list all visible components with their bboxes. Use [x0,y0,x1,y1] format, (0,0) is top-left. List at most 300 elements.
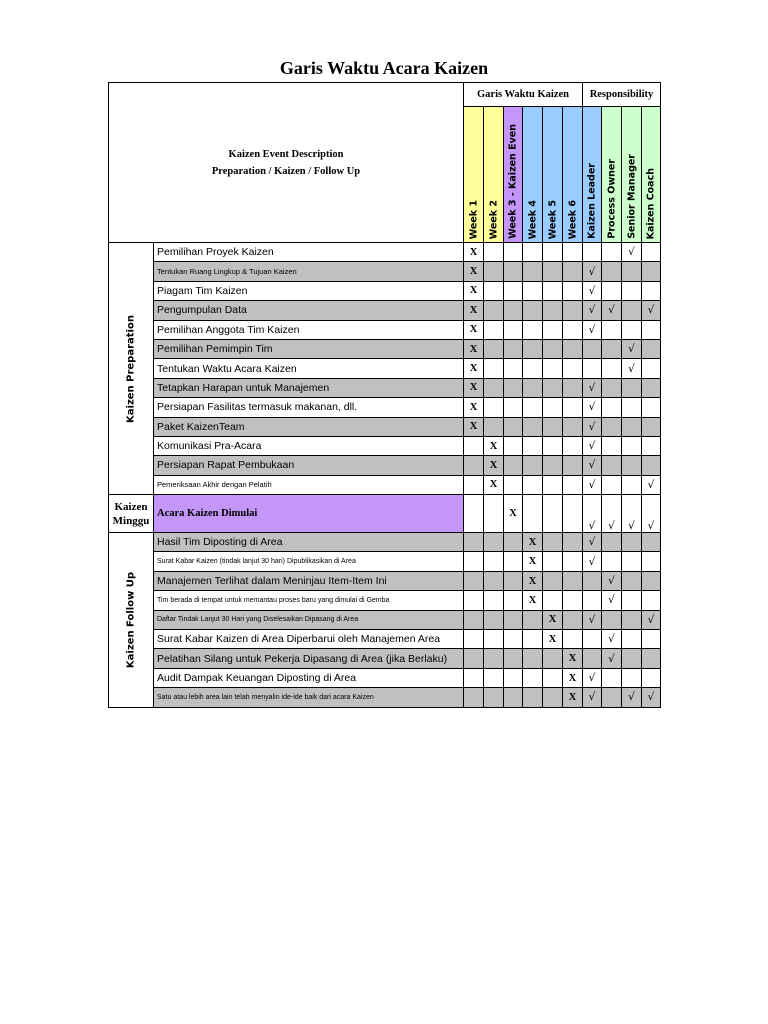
senior-manager-cell [622,456,642,475]
process-owner-cell [602,436,622,455]
week-3-cell [504,398,523,417]
kaizen-leader-cell [583,571,602,590]
task-description: Audit Dampak Keuangan Diposting di Area [154,668,464,687]
week-4-cell [523,320,543,339]
section-label-cell [109,243,154,495]
task-description: Pengumpulan Data [154,301,464,320]
week-6-cell [563,456,583,475]
week-6-label: Week 6 [566,199,578,239]
week-2-cell [484,610,504,629]
kaizen-leader-cell [583,339,602,358]
week-6-cell: X [563,668,583,687]
task-description: Tetapkan Harapan untuk Manajemen [154,378,464,397]
kaizen-leader-cell: √ [583,378,602,397]
week-1-cell [464,668,484,687]
week-5-cell [543,495,563,533]
process-owner-cell [602,339,622,358]
senior-manager-cell [622,571,642,590]
week-5-cell [543,262,563,281]
week-3-cell [504,475,523,494]
process-owner-cell [602,320,622,339]
task-description: Acara Kaizen Dimulai [154,495,464,533]
task-description: Pemilihan Anggota Tim Kaizen [154,320,464,339]
kaizen-leader-cell: √ [583,320,602,339]
kaizen-leader-cell: √ [583,610,602,629]
table-row [109,495,661,533]
week-5-cell [543,359,563,378]
week-2-cell [484,281,504,300]
senior-manager-cell [622,668,642,687]
kaizen-leader-cell [583,630,602,649]
week-1-cell: X [464,320,484,339]
week-4-cell [523,668,543,687]
week-6-cell [563,378,583,397]
week-6-cell [563,301,583,320]
senior-manager-cell [622,610,642,629]
week-4-cell [523,339,543,358]
section-label-cell [109,533,154,708]
kaizen-leader-cell: √ [583,456,602,475]
week-3-cell [504,552,523,571]
week-5-cell [543,571,563,590]
senior-manager-cell [622,398,642,417]
senior-manager-cell [622,436,642,455]
kaizen-leader-cell: √ [583,668,602,687]
kaizen-coach-cell: √ [642,475,661,494]
week-6-cell [563,398,583,417]
week-3-cell [504,301,523,320]
week-1-label: Week 1 [467,199,479,239]
week-2-cell: X [484,475,504,494]
kaizen-leader-cell: √ [583,475,602,494]
kaizen-coach-cell [642,630,661,649]
task-description: Surat Kabar Kaizen di Area Diperbarui oleh Manajemen Area [154,630,464,649]
description-header [109,83,464,243]
section-label-cell [109,495,154,533]
week-5-cell [543,378,563,397]
week-3-cell [504,359,523,378]
week-2-cell [484,359,504,378]
week-6-cell: X [563,688,583,707]
week-6-cell [563,320,583,339]
table-row [109,630,661,649]
process-owner-cell [602,417,622,436]
kaizen-leader-cell: √ [583,495,602,533]
week-5-cell [543,301,563,320]
week-6-cell [563,610,583,629]
week-1-cell: X [464,262,484,281]
week-5-column-header [543,107,563,243]
week-1-cell: X [464,359,484,378]
senior-manager-cell [622,320,642,339]
description-header-line2: Preparation / Kaizen / Follow Up [211,165,361,177]
week-6-cell [563,475,583,494]
week-3-cell [504,262,523,281]
senior-manager-cell [622,533,642,552]
week-1-cell [464,649,484,668]
senior-manager-column-header [622,107,642,243]
kaizen-coach-cell [642,552,661,571]
kaizen-leader-cell [583,649,602,668]
week-2-cell [484,630,504,649]
senior-manager-cell [622,281,642,300]
table-row [109,243,661,262]
week-5-cell [543,552,563,571]
table-row [109,591,661,610]
kaizen-leader-cell [583,359,602,378]
process-owner-cell [602,262,622,281]
week-5-cell [543,281,563,300]
process-owner-cell [602,475,622,494]
document-title: Garis Waktu Acara Kaizen [279,58,489,78]
week-4-cell [523,495,543,533]
kaizen-coach-cell: √ [642,301,661,320]
table-row [109,649,661,668]
week-3-cell [504,320,523,339]
senior-manager-cell [622,301,642,320]
week-5-cell [543,688,563,707]
week-5-cell [543,320,563,339]
week-5-cell [543,668,563,687]
table-row [109,668,661,687]
week-1-cell: X [464,378,484,397]
week-3-cell [504,378,523,397]
week-2-cell: X [484,456,504,475]
table-row [109,339,661,358]
kaizen-leader-cell: √ [583,417,602,436]
week-5-cell [543,591,563,610]
task-description: Pemeriksaan Akhir dengan Pelatih [154,475,464,494]
senior-manager-cell: √ [622,243,642,262]
kaizen-leader-cell: √ [583,436,602,455]
kaizen-timeline-table [108,82,661,708]
week-3-cell [504,688,523,707]
table-row [109,436,661,455]
week-2-cell [484,495,504,533]
week-5-cell [543,533,563,552]
process-owner-cell [602,378,622,397]
kaizen-leader-cell: √ [583,281,602,300]
kaizen-coach-cell [642,243,661,262]
week-3-cell: X [504,495,523,533]
week-4-cell [523,649,543,668]
description-header-line1: Kaizen Event Description [228,148,344,160]
kaizen-coach-cell [642,359,661,378]
week-6-cell [563,436,583,455]
process-owner-cell: √ [602,571,622,590]
process-owner-cell: √ [602,301,622,320]
kaizen-coach-cell [642,320,661,339]
week-3-cell [504,339,523,358]
week-2-cell [484,262,504,281]
week-6-cell: X [563,649,583,668]
table-row [109,475,661,494]
process-owner-cell: √ [602,649,622,668]
week-2-label: Week 2 [487,199,499,239]
week-5-cell [543,398,563,417]
week-2-cell [484,320,504,339]
week-1-column-header [464,107,484,243]
week-4-cell [523,301,543,320]
process-owner-cell [602,243,622,262]
process-owner-label: Process Owner [605,159,617,239]
week-6-cell [563,533,583,552]
senior-manager-label: Senior Manager [625,154,637,239]
table-row [109,398,661,417]
week-4-cell [523,688,543,707]
task-description: Persiapan Fasilitas termasuk makanan, dll. [154,398,464,417]
kaizen-leader-cell [583,591,602,610]
task-description: Satu atau lebih area lain telah menyalin ide-ide baik dari acara Kaizen [154,688,464,707]
week-2-cell [484,417,504,436]
process-owner-cell [602,359,622,378]
task-description: Surat Kabar Kaizen (tindak lanjut 30 hari) Dipublikasikan di Area [154,552,464,571]
week-1-cell [464,475,484,494]
week-6-cell [563,552,583,571]
kaizen-coach-cell [642,668,661,687]
week-1-cell [464,571,484,590]
week-3-cell [504,591,523,610]
week-4-cell [523,262,543,281]
kaizen-leader-cell [583,243,602,262]
timeline-group-header: Garis Waktu Kaizen [464,83,583,107]
table-row [109,610,661,629]
responsibility-group-header: Responsibility [583,83,661,107]
week-6-cell [563,630,583,649]
week-1-cell [464,436,484,455]
kaizen-coach-cell: √ [642,688,661,707]
table-row [109,417,661,436]
table-row [109,378,661,397]
kaizen-coach-cell [642,398,661,417]
week-2-cell [484,649,504,668]
table-row [109,281,661,300]
week-6-cell [563,417,583,436]
week-6-cell [563,359,583,378]
kaizen-coach-cell [642,378,661,397]
table-row [109,552,661,571]
week-2-cell [484,552,504,571]
process-owner-cell [602,688,622,707]
week-3-cell [504,417,523,436]
week-4-cell [523,610,543,629]
senior-manager-cell: √ [622,688,642,707]
week-3-cell [504,456,523,475]
kaizen-leader-label: Kaizen Leader [586,163,598,239]
kaizen-coach-cell [642,591,661,610]
week-4-cell [523,243,543,262]
week-4-column-header [523,107,543,243]
week-3-cell [504,571,523,590]
senior-manager-cell [622,262,642,281]
senior-manager-cell [622,630,642,649]
week-3-cell [504,281,523,300]
week-2-cell [484,378,504,397]
week-3-cell [504,436,523,455]
senior-manager-cell [622,378,642,397]
section-label: Kaizen Preparation [125,314,137,423]
process-owner-cell [602,456,622,475]
week-2-cell [484,243,504,262]
senior-manager-cell [622,591,642,610]
week-4-cell [523,359,543,378]
week-1-cell: X [464,417,484,436]
kaizen-coach-label: Kaizen Coach [645,167,657,239]
table-row [109,533,661,552]
week-4-cell [523,630,543,649]
table-row [109,359,661,378]
process-owner-cell [602,552,622,571]
kaizen-coach-cell [642,649,661,668]
week-5-cell: X [543,610,563,629]
senior-manager-cell: √ [622,339,642,358]
week-5-cell [543,417,563,436]
task-description: Pelatihan Silang untuk Pekerja Dipasang di Area (jika Berlaku) [154,649,464,668]
kaizen-coach-column-header [642,107,661,243]
table-row [109,571,661,590]
week-2-column-header [484,107,504,243]
week-1-cell [464,533,484,552]
week-2-cell [484,591,504,610]
senior-manager-cell: √ [622,495,642,533]
week-6-cell [563,339,583,358]
process-owner-cell: √ [602,630,622,649]
kaizen-leader-cell: √ [583,688,602,707]
task-description: Komunikasi Pra-Acara [154,436,464,455]
task-description: Pemilihan Pemimpin Tim [154,339,464,358]
week-1-cell [464,495,484,533]
week-6-cell [563,495,583,533]
week-1-cell [464,552,484,571]
kaizen-leader-cell: √ [583,301,602,320]
kaizen-coach-cell [642,436,661,455]
week-4-cell [523,417,543,436]
week-3-cell [504,630,523,649]
week-4-cell [523,475,543,494]
kaizen-coach-cell [642,417,661,436]
table-row [109,320,661,339]
week-2-cell [484,571,504,590]
week-6-cell [563,591,583,610]
task-description: Tentukan Ruang Lingkup & Tujuan Kaizen [154,262,464,281]
senior-manager-cell [622,552,642,571]
task-description: Persiapan Rapat Pembukaan [154,456,464,475]
kaizen-leader-cell: √ [583,262,602,281]
week-5-cell [543,339,563,358]
kaizen-coach-cell [642,339,661,358]
kaizen-coach-cell: √ [642,610,661,629]
kaizen-coach-cell [642,533,661,552]
kaizen-leader-cell: √ [583,398,602,417]
task-description: Pemilihan Proyek Kaizen [154,243,464,262]
week-4-cell: X [523,552,543,571]
week-1-cell [464,591,484,610]
week-5-cell [543,649,563,668]
senior-manager-cell [622,649,642,668]
week-4-cell: X [523,591,543,610]
kaizen-coach-cell [642,281,661,300]
process-owner-cell [602,533,622,552]
week-2-cell [484,668,504,687]
week-6-column-header [563,107,583,243]
week-2-cell [484,688,504,707]
week-3-cell [504,533,523,552]
week-1-cell: X [464,339,484,358]
week-2-cell [484,398,504,417]
week-4-cell [523,398,543,417]
week-1-cell [464,610,484,629]
week-2-cell [484,301,504,320]
week-4-cell: X [523,571,543,590]
week-3-label: Week 3 - Kaizen Even [507,124,519,239]
senior-manager-cell [622,475,642,494]
kaizen-coach-cell [642,262,661,281]
week-1-cell [464,630,484,649]
week-4-label: Week 4 [526,199,538,239]
week-1-cell: X [464,281,484,300]
week-6-cell [563,571,583,590]
week-1-cell: X [464,398,484,417]
task-description: Manajemen Terlihat dalam Meninjau Item-Item Ini [154,571,464,590]
week-4-cell: X [523,533,543,552]
kaizen-coach-cell [642,456,661,475]
week-6-cell [563,281,583,300]
kaizen-coach-cell [642,571,661,590]
table-row [109,262,661,281]
week-4-cell [523,281,543,300]
week-1-cell: X [464,243,484,262]
kaizen-leader-cell: √ [583,552,602,571]
senior-manager-cell [622,417,642,436]
task-description: Paket KaizenTeam [154,417,464,436]
week-5-cell [543,243,563,262]
process-owner-cell: √ [602,495,622,533]
task-description: Hasil Tim Diposting di Area [154,533,464,552]
week-3-cell [504,649,523,668]
task-description: Tentukan Waktu Acara Kaizen [154,359,464,378]
week-1-cell [464,456,484,475]
section-label: Kaizen Follow Up [125,571,137,668]
week-5-cell: X [543,630,563,649]
week-1-cell [464,688,484,707]
week-3-column-header [504,107,523,243]
week-3-cell [504,243,523,262]
task-description: Piagam Tim Kaizen [154,281,464,300]
week-2-cell [484,533,504,552]
process-owner-cell [602,281,622,300]
task-description: Daftar Tindak Lanjut 30 Hari yang Diselesaikan Dipasang di Area [154,610,464,629]
task-description: Tim berada di tempat untuk memantau proses baru yang dimulai di Gemba [154,591,464,610]
kaizen-leader-cell: √ [583,533,602,552]
kaizen-leader-column-header [583,107,602,243]
week-2-cell [484,339,504,358]
week-2-cell: X [484,436,504,455]
week-5-cell [543,475,563,494]
week-6-cell [563,243,583,262]
week-3-cell [504,610,523,629]
week-4-cell [523,456,543,475]
table-row [109,688,661,707]
process-owner-cell [602,668,622,687]
week-5-label: Week 5 [546,199,558,239]
process-owner-cell: √ [602,591,622,610]
senior-manager-cell: √ [622,359,642,378]
process-owner-column-header [602,107,622,243]
process-owner-cell [602,398,622,417]
week-5-cell [543,456,563,475]
table-row [109,301,661,320]
week-4-cell [523,378,543,397]
